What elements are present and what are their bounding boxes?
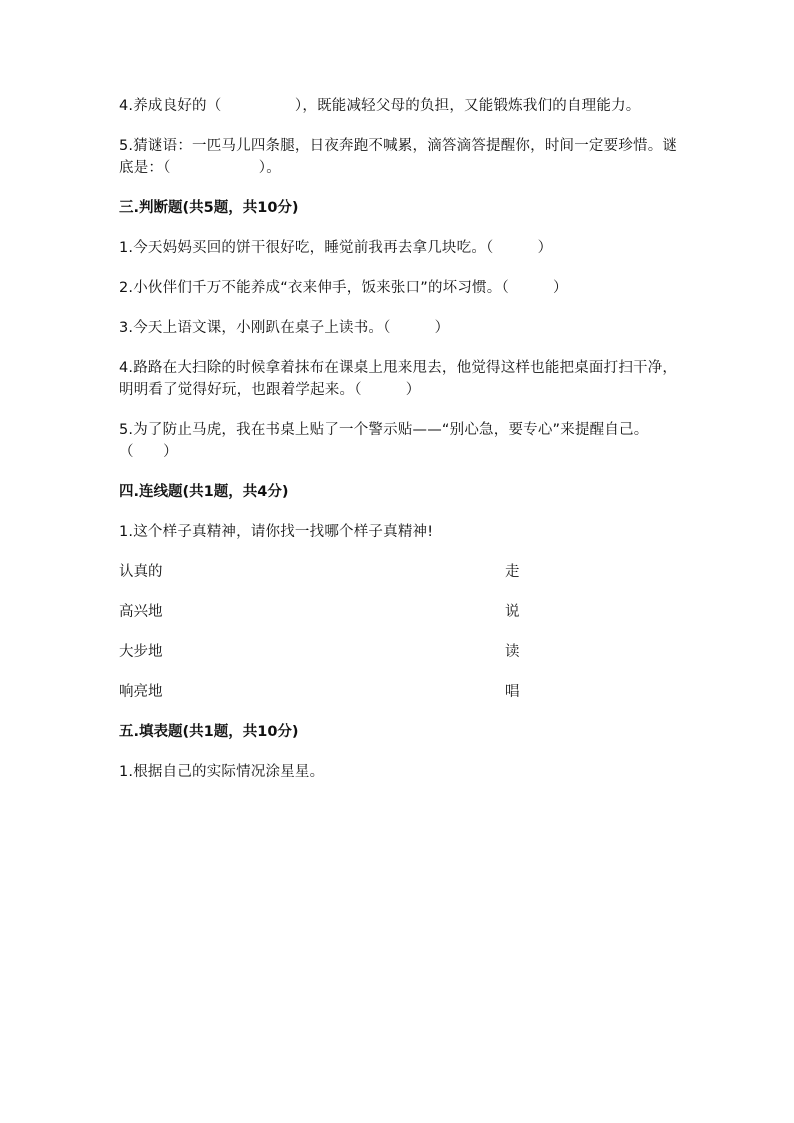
judgment-item-1: 1.今天妈妈买回的饼干很好吃，睡觉前我再去拿几块吃。（ ） <box>119 240 553 256</box>
section-title-judgment: 三.判断题(共5题，共10分) <box>119 200 299 216</box>
fill-blank-item-4: 4.养成良好的（ ），既能减轻父母的负担，又能锻炼我们的自理能力。 <box>119 98 641 114</box>
page-content <box>119 95 679 801</box>
matching-left-item[interactable]: 大步地 <box>119 644 163 660</box>
matching-question: 1.这个样子真精神，请你找一找哪个样子真精神! <box>119 524 434 540</box>
matching-right-item[interactable]: 唱 <box>505 684 520 700</box>
judgment-item-5: 5.为了防止马虎，我在书桌上贴了一个警示贴——“别心急，要专心”来提醒自己。（ ） <box>119 422 649 460</box>
matching-left-item[interactable]: 高兴地 <box>119 604 163 620</box>
judgment-item-4: 4.路路在大扫除的时候拿着抹布在课桌上甩来甩去，他觉得这样也能把桌面打扫干净，明明看了觉得好玩，也跟着学起来。（ ） <box>119 360 678 398</box>
matching-row <box>119 681 679 703</box>
matching-left-item[interactable]: 认真的 <box>119 564 163 580</box>
matching-right-item[interactable]: 读 <box>505 644 520 660</box>
matching-row <box>119 561 679 583</box>
matching-right-item[interactable]: 说 <box>505 604 520 620</box>
judgment-item-2: 2.小伙伴们千万不能养成“衣来伸手，饭来张口”的坏习惯。（ ） <box>119 280 568 296</box>
section-title-matching: 四.连线题(共1题，共4分) <box>119 484 289 500</box>
judgment-item-3: 3.今天上语文课，小刚趴在桌子上读书。（ ） <box>119 320 450 336</box>
section-title-table: 五.填表题(共1题，共10分) <box>119 724 299 740</box>
matching-row <box>119 641 679 663</box>
table-question: 1.根据自己的实际情况涂星星。 <box>119 764 325 780</box>
matching-left-item[interactable]: 响亮地 <box>119 684 163 700</box>
fill-blank-item-5: 5.猜谜语：一匹马儿四条腿，日夜奔跑不喊累，滴答滴答提醒你，时间一定要珍惜。谜底是：（ ）。 <box>119 138 678 176</box>
matching-row <box>119 601 679 623</box>
matching-right-item[interactable]: 走 <box>505 564 520 580</box>
